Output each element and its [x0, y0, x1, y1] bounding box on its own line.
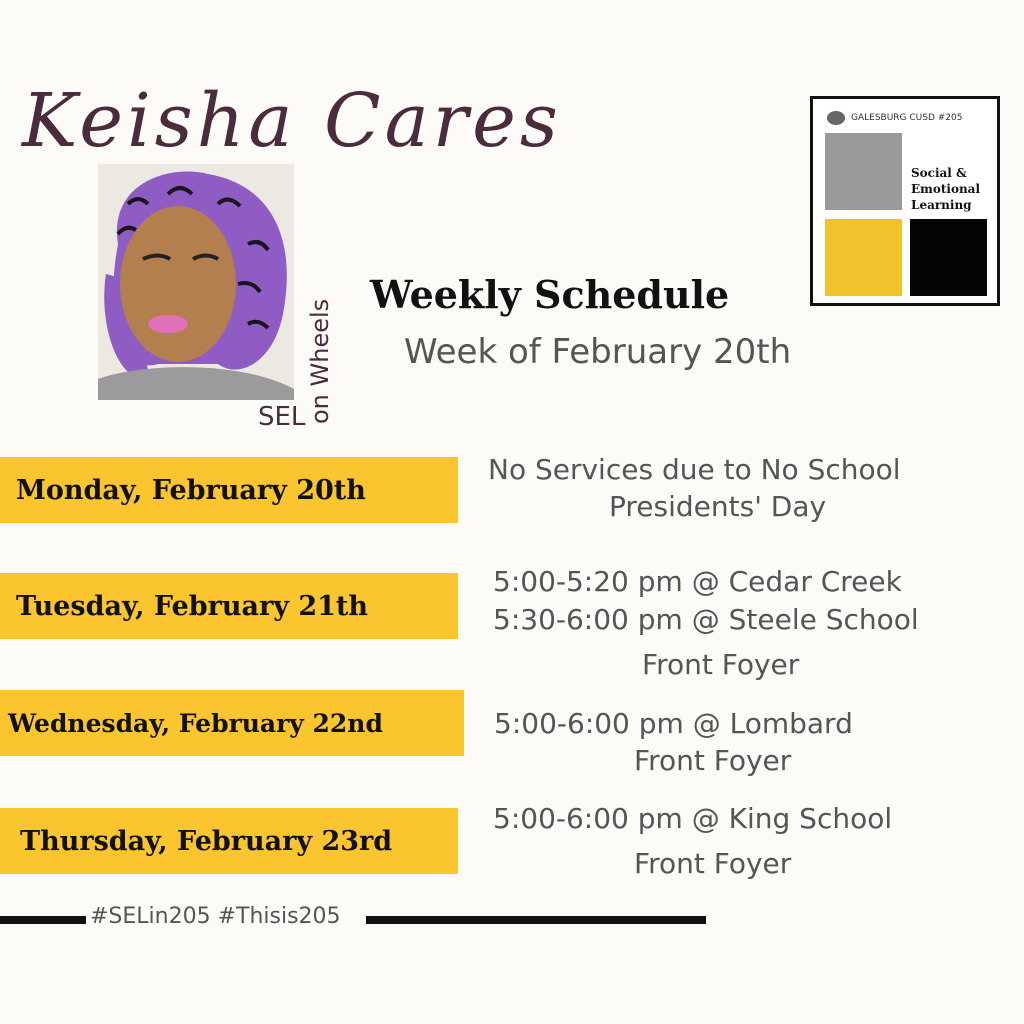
district-name: GALESBURG CUSD #205	[851, 113, 963, 123]
schedule-detail: No Services due to No School	[488, 453, 901, 486]
day-label: Monday, February 20th	[16, 474, 366, 506]
schedule-detail: Presidents' Day	[609, 490, 827, 523]
schedule-detail: 5:00-5:20 pm @ Cedar Creek	[493, 565, 902, 598]
hashtags: #SELin205 #Thisis205	[90, 904, 341, 929]
day-label: Thursday, February 23rd	[20, 825, 393, 857]
weekly-schedule-heading: Weekly Schedule	[370, 272, 730, 317]
day-bar-monday	[0, 457, 458, 523]
logo-line: Social &	[911, 166, 967, 180]
day-bar-wednesday	[0, 690, 464, 756]
day-bar-thursday	[0, 808, 458, 874]
logo-black-square	[910, 219, 987, 296]
schedule-detail: 5:00-6:00 pm @ Lombard	[494, 707, 853, 740]
schedule-detail: Front Foyer	[634, 847, 792, 880]
schedule-detail: 5:30-6:00 pm @ Steele School	[493, 603, 919, 636]
week-of-subheading: Week of February 20th	[404, 332, 792, 372]
logo-gray-square	[825, 133, 902, 210]
logo-text	[911, 165, 995, 213]
logo-line: Emotional	[911, 182, 981, 196]
on-wheels-label: on Wheels	[306, 298, 334, 424]
footer-rule-right	[366, 916, 706, 924]
footer-rule-left	[0, 916, 86, 924]
schedule-detail: Front Foyer	[642, 648, 800, 681]
logo-line: Learning	[911, 198, 972, 212]
district-sel-logo	[810, 96, 1000, 306]
day-label: Wednesday, February 22nd	[8, 708, 383, 738]
day-bar-tuesday	[0, 573, 458, 639]
portrait-illustration	[98, 164, 294, 400]
day-label: Tuesday, February 21th	[16, 590, 368, 622]
schedule-detail: Front Foyer	[634, 744, 792, 777]
keisha-cares-title: Keisha Cares	[22, 78, 562, 164]
district-emblem-icon	[827, 111, 845, 125]
schedule-detail: 5:00-6:00 pm @ King School	[493, 802, 893, 835]
logo-header	[827, 111, 963, 125]
logo-yellow-square	[825, 219, 902, 296]
sel-label: SEL	[258, 402, 306, 432]
